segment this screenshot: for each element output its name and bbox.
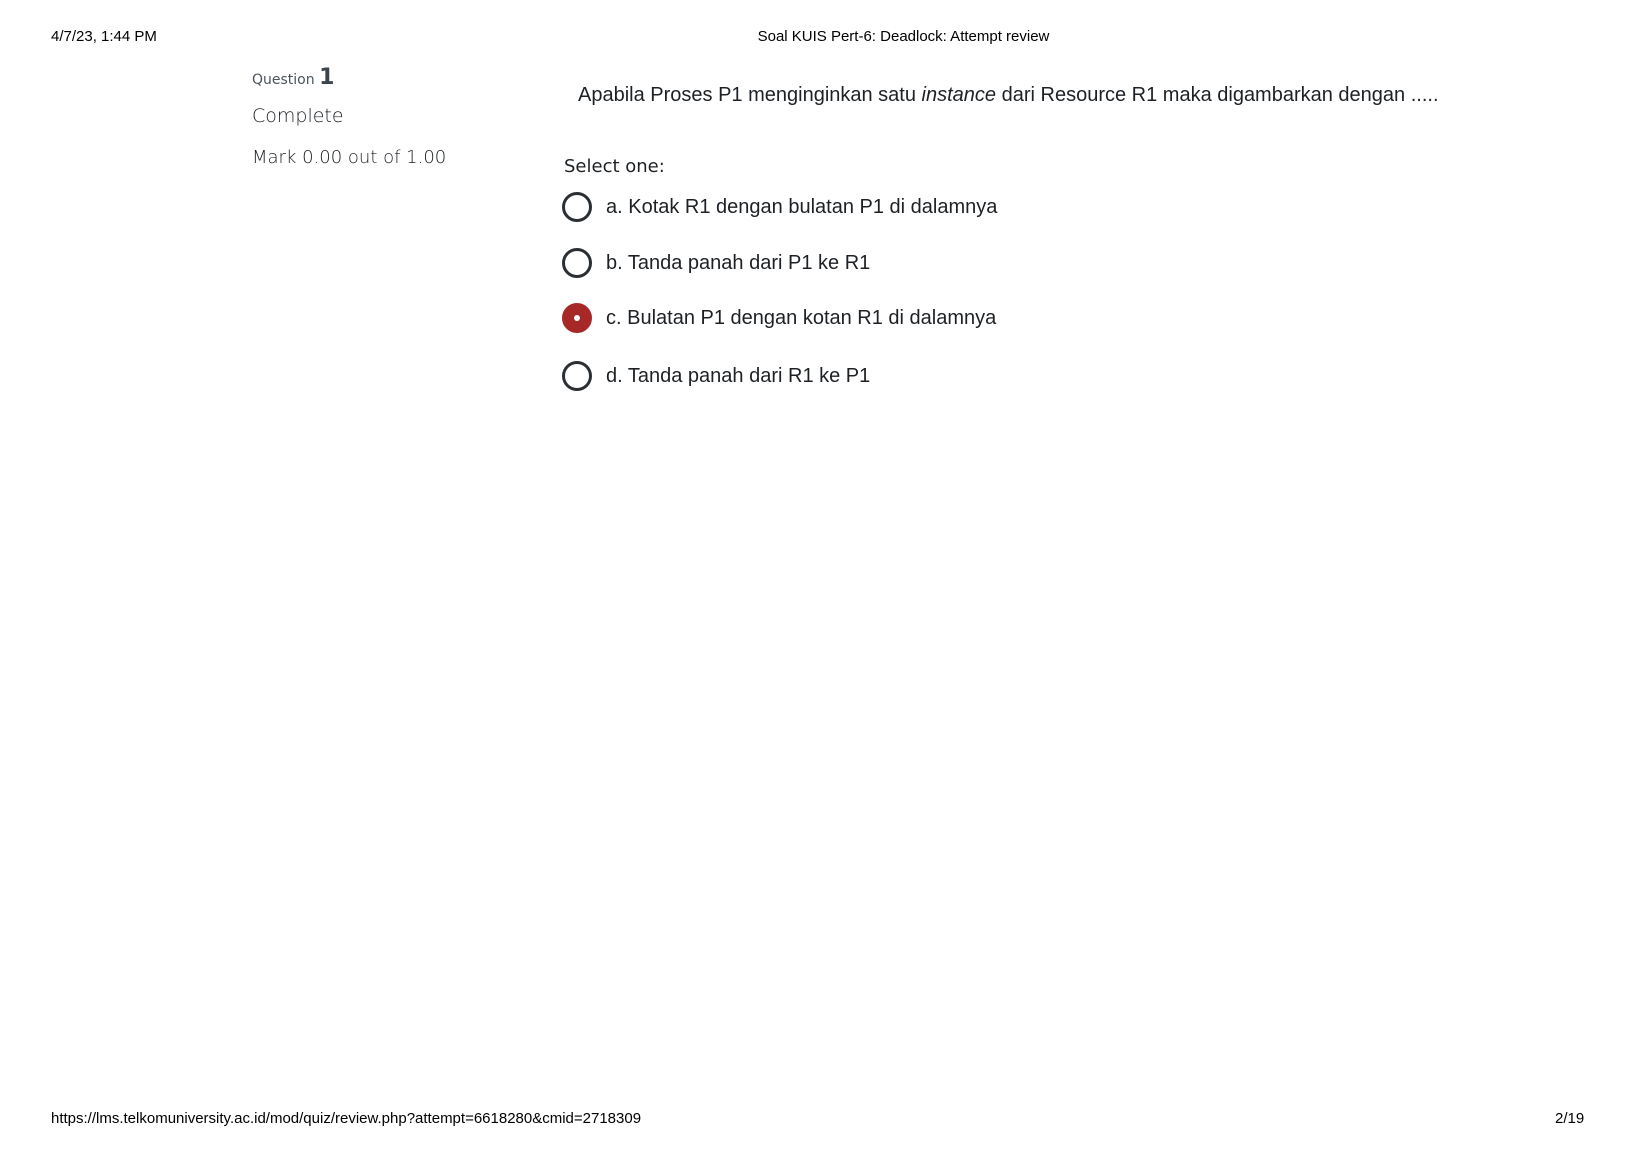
question-state: Complete xyxy=(252,105,344,127)
radio-unchecked-icon[interactable] xyxy=(562,192,592,222)
answer-option-b[interactable] xyxy=(562,247,870,279)
answer-option-c[interactable] xyxy=(562,302,996,334)
question-text-before: Apabila Proses P1 menginginkan satu xyxy=(578,84,922,106)
radio-checked-icon[interactable] xyxy=(562,303,592,333)
question-info xyxy=(252,64,446,172)
question-text-italic: instance xyxy=(921,84,997,106)
answer-option-label: a. Kotak R1 dengan bulatan P1 di dalamnya xyxy=(606,195,998,218)
question-grade: Mark 0.00 out of 1.00 xyxy=(252,147,447,168)
question-text xyxy=(578,84,1439,107)
print-page-title: Soal KUIS Pert-6: Deadlock: Attempt review xyxy=(757,28,1050,45)
answer-option-label: c. Bulatan P1 dengan kotan R1 di dalamnya xyxy=(606,306,997,329)
question-number xyxy=(252,64,446,94)
answer-option-a[interactable] xyxy=(562,191,997,223)
question-label: Question xyxy=(252,72,315,88)
question-number-value: 1 xyxy=(319,65,335,90)
radio-unchecked-icon[interactable] xyxy=(562,361,592,391)
print-datetime: 4/7/23, 1:44 PM xyxy=(51,28,157,45)
answer-option-label: d. Tanda panah dari R1 ke P1 xyxy=(606,364,871,387)
question-text-after: dari Resource R1 maka digambarkan dengan ..... xyxy=(996,84,1439,106)
answer-prompt: Select one: xyxy=(564,156,665,177)
answer-option-label: b. Tanda panah dari P1 ke R1 xyxy=(606,251,871,274)
print-page-number: 2/19 xyxy=(1555,1110,1585,1127)
print-url: https://lms.telkomuniversity.ac.id/mod/quiz/review.php?attempt=6618280&cmid=2718309 xyxy=(51,1110,642,1127)
radio-unchecked-icon[interactable] xyxy=(562,248,592,278)
answer-option-d[interactable] xyxy=(562,360,870,392)
